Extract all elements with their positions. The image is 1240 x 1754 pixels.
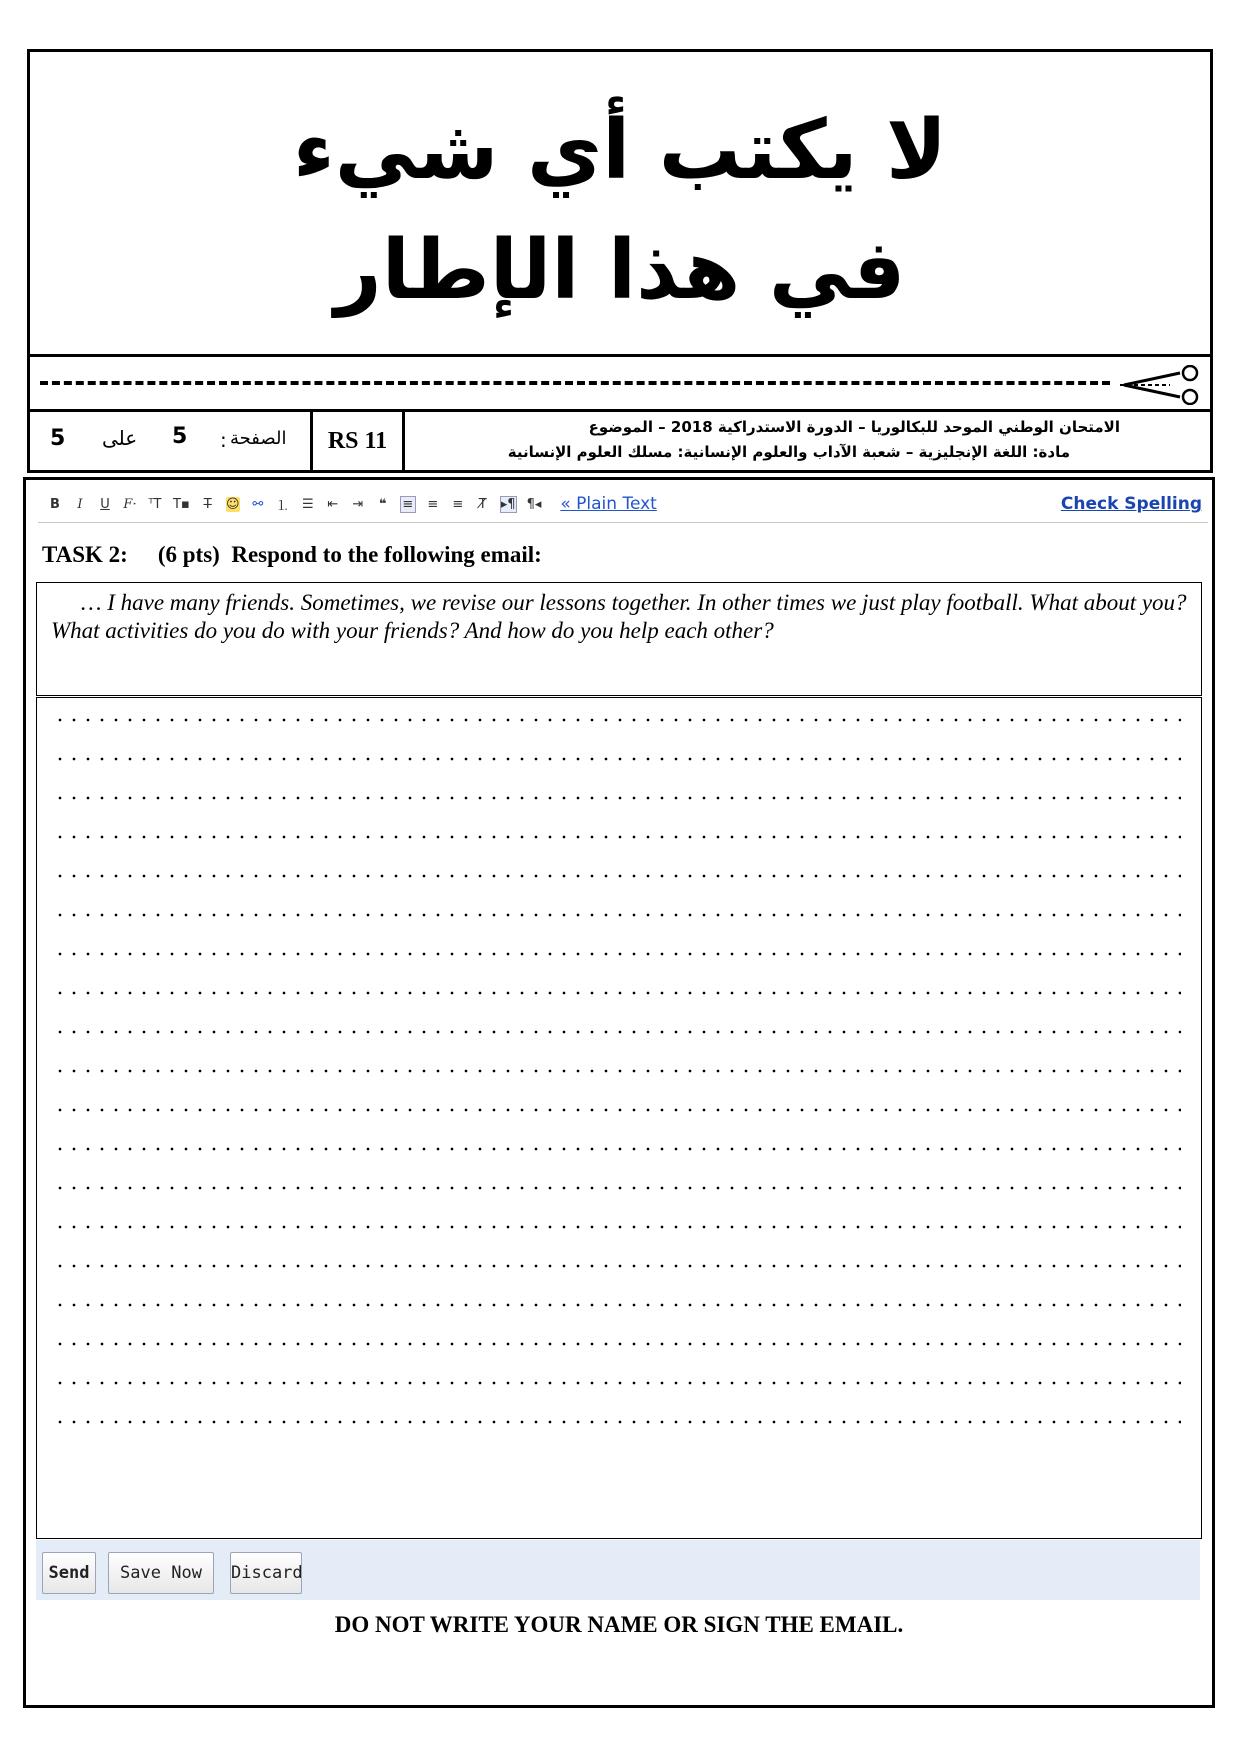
answer-dotted-line [53, 1420, 1181, 1424]
send-button[interactable]: Send [42, 1552, 96, 1594]
received-email-box [36, 582, 1202, 696]
numbered-list-icon[interactable]: ⒈ [276, 498, 290, 514]
answer-dotted-line [53, 1108, 1181, 1112]
answer-dotted-line [53, 1225, 1181, 1229]
indent-more-icon[interactable]: ⇥ [352, 496, 364, 512]
answer-dotted-line [53, 1030, 1181, 1034]
exam-title-line-1: الامتحان الوطني الموحد للبكالوريا – الدورة الاستدراكية 2018 – الموضوع [588, 418, 1120, 436]
rtl-icon[interactable]: ▸¶ [500, 496, 516, 512]
align-center-icon[interactable]: ≡ [427, 496, 439, 512]
text-color-icon[interactable]: T▪ [173, 496, 190, 512]
highlight-icon[interactable]: T̶ [203, 496, 212, 512]
link-icon[interactable]: ⚯ [252, 496, 264, 512]
task-instruction: Respond to the following email: [231, 542, 542, 567]
answer-dotted-line [53, 913, 1181, 917]
save-now-button[interactable]: Save Now [108, 1552, 214, 1594]
answer-dotted-line [53, 835, 1181, 839]
page-of-label: على [102, 426, 138, 450]
answer-dotted-line [53, 1303, 1181, 1307]
page-label: الصفحة [230, 428, 287, 449]
answer-dotted-line [53, 1381, 1181, 1385]
answer-dotted-line [53, 1069, 1181, 1073]
email-body: … I have many friends. Sometimes, we revise our lessons together. In other times we just play football. What about you? What activities do you do with your friends? And how do you help each other? [51, 590, 1187, 643]
exam-code: RS 11 [313, 412, 405, 470]
task-label: TASK 2: [42, 542, 128, 567]
remove-formatting-icon[interactable]: T̸ [478, 496, 487, 512]
answer-dotted-line [53, 757, 1181, 761]
quote-icon[interactable]: ❝ [378, 496, 387, 512]
exam-title-line-2: مادة: اللغة الإنجليزية – شعبة الآداب والعلوم الإنسانية: مسلك العلوم الإنسانية [507, 443, 1070, 461]
task-heading [42, 542, 542, 568]
dashed-cut-line [40, 381, 1110, 385]
page-colon: : [220, 428, 227, 452]
align-left-icon[interactable]: ≡ [402, 496, 414, 512]
warning-line-2: في هذا الإطار [334, 223, 906, 318]
answer-dotted-line [53, 718, 1181, 722]
footer-instruction: DO NOT WRITE YOUR NAME OR SIGN THE EMAIL. [334, 1612, 904, 1637]
underline-icon[interactable]: U [100, 496, 110, 512]
page-number-cell [30, 412, 313, 470]
formatting-toolbar [38, 488, 1208, 523]
do-not-write-box [30, 52, 1210, 357]
emoticon-icon[interactable]: ☺ [225, 496, 240, 512]
answer-area[interactable] [36, 697, 1202, 1539]
action-bar [36, 1540, 1200, 1600]
cut-line-row [30, 357, 1210, 412]
plain-text-link[interactable]: « Plain Text [560, 494, 657, 514]
check-spelling-link[interactable]: Check Spelling [1060, 494, 1202, 514]
page-current: 5 [172, 424, 188, 449]
discard-button[interactable]: Discard [230, 1552, 302, 1594]
align-right-icon[interactable]: ≡ [452, 496, 464, 512]
exam-header [30, 412, 1210, 470]
ltr-icon[interactable]: ¶◂ [526, 496, 542, 512]
font-size-icon[interactable]: ᵀT [148, 496, 162, 512]
indent-less-icon[interactable]: ⇤ [327, 496, 339, 512]
bold-icon[interactable]: B [50, 496, 60, 512]
email-compose-frame [23, 477, 1215, 1708]
page-total: 5 [50, 426, 66, 451]
task-points: (6 pts) [157, 542, 220, 567]
answer-dotted-line [53, 1147, 1181, 1151]
answer-dotted-line [53, 796, 1181, 800]
answer-dotted-line [53, 991, 1181, 995]
answer-dotted-line [53, 952, 1181, 956]
answer-dotted-line [53, 1342, 1181, 1346]
bulleted-list-icon[interactable]: ☰ [301, 496, 314, 512]
scissors-icon [1120, 365, 1206, 405]
answer-dotted-line [53, 1264, 1181, 1268]
top-frame [27, 49, 1213, 473]
answer-dotted-line [53, 1186, 1181, 1190]
warning-line-1: لا يكتب أي شيء [292, 103, 948, 198]
exam-title-cell [405, 412, 1210, 470]
font-icon[interactable]: F· [123, 496, 137, 512]
italic-icon[interactable]: I [77, 496, 83, 512]
answer-dotted-line [53, 874, 1181, 878]
